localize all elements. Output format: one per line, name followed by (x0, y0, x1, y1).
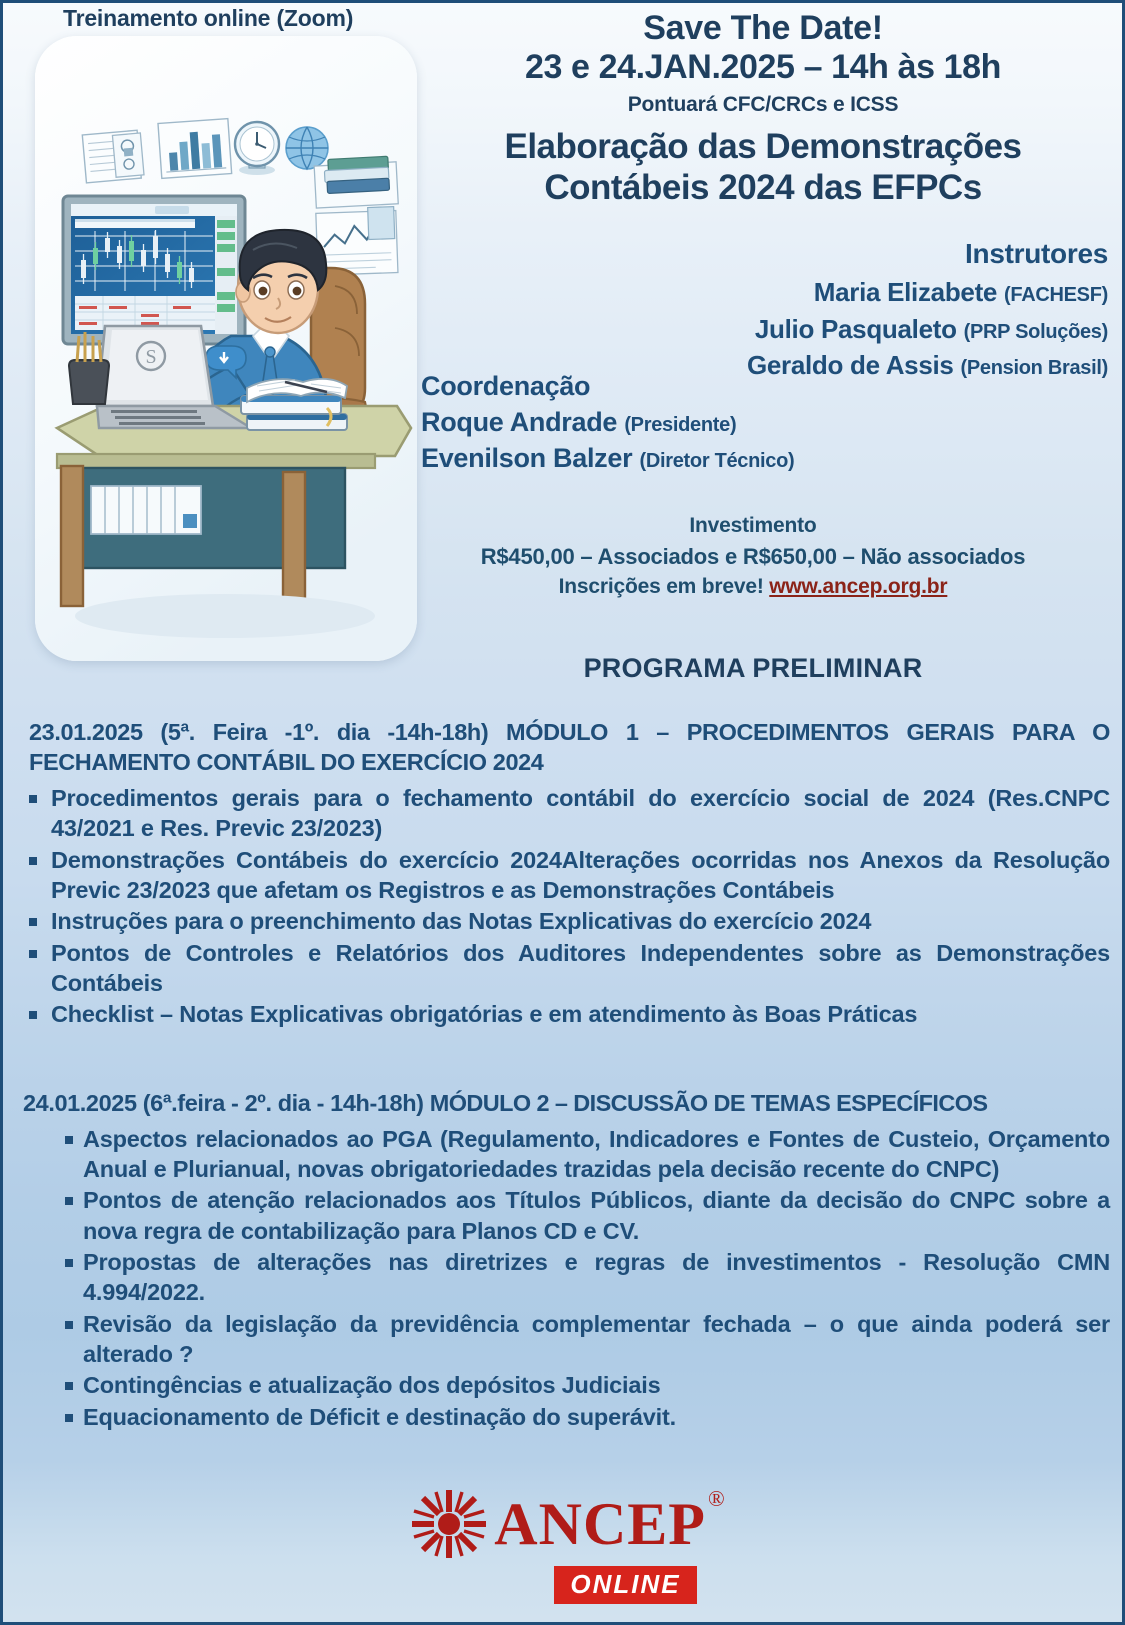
program-section-title: PROGRAMA PRELIMINAR (583, 653, 923, 683)
coordinator-role: (Presidente) (624, 413, 737, 436)
instructor-org: (Pension Brasil) (960, 357, 1108, 380)
coordinator-row (421, 441, 794, 477)
module2-heading-mid: (6ª.feira - 2º. dia - 14h-18h) (136, 1089, 430, 1116)
accreditation-note: Pontuará CFC/CRCs e ICSS (627, 92, 899, 116)
coordinator-name: Roque Andrade (421, 406, 618, 437)
coordination-heading: Coordenação (421, 371, 591, 401)
module2-section (21, 1088, 1110, 1432)
logo-row (406, 1484, 724, 1564)
list-item: Equacionamento de Déficit e destinação do superávit. (53, 1402, 1110, 1432)
online-badge: ONLINE (554, 1566, 696, 1604)
coordinator-role: (Diretor Técnico) (639, 449, 795, 472)
event-title-line1: Elaboração das Demonstrações (504, 127, 1022, 167)
logo-wordmark: ANCEP (494, 1491, 706, 1557)
list-item: Demonstrações Contábeis do exercício 2024Alterações ocorridas nos Anexos da Resolução Previc 23/2023 que afetam os Registros e as Demonstrações Contábeis (21, 845, 1110, 906)
headline-block (423, 9, 1103, 209)
instructor-row (408, 275, 1108, 310)
module1-heading-rest: (5ª. Feira -1º. dia -14h-18h) MÓDULO 1 – PROCEDIMENTOS GERAIS PARA O FECHAMENTO CONTÁBIL DO EXERCÍCIO 2024 (29, 719, 1110, 776)
investment-block (423, 511, 1083, 602)
instructor-org: (FACHESF) (1004, 283, 1108, 306)
registered-trademark-icon: ® (707, 1486, 725, 1511)
svg-text:S: S (145, 346, 157, 368)
registration-prefix: Inscrições em breve! (558, 575, 764, 599)
module1-heading-date: 23.01.2025 (29, 719, 143, 745)
investment-label: Investimento (689, 514, 817, 537)
ancep-logo (3, 1484, 1125, 1604)
investment-prices: R$450,00 – Associados e R$650,00 – Não associados (480, 544, 1026, 570)
event-date-time: 23 e 24.JAN.2025 – 14h às 18h (524, 48, 1002, 87)
instructor-name: Geraldo de Assis (746, 350, 954, 381)
program-body (3, 717, 1125, 1433)
list-item: Procedimentos gerais para o fechamento contábil do exercício social de 2024 (Res.CNPC 43/2021 e Res. Previc 23/2023) (21, 783, 1110, 844)
list-item: Aspectos relacionados ao PGA (Regulamento, Indicadores e Fontes de Custeio, Orçamento Anual e Plurianual, novas obrigatoriedades trazidas pela decisão recente do CNPC) (53, 1124, 1110, 1185)
list-item: Instruções para o preenchimento das Notas Explicativas do exercício 2024 (21, 906, 1110, 936)
coordination-block (421, 369, 794, 476)
instructor-name: Julio Pasqualeto (754, 313, 957, 344)
list-item: Checklist – Notas Explicativas obrigatórias e em atendimento às Boas Práticas (21, 999, 1110, 1029)
instructors-block (408, 235, 1108, 383)
instructor-name: Maria Elizabete (813, 276, 998, 307)
coordinator-row (421, 405, 794, 441)
list-item: Contingências e atualização dos depósitos Judiciais (53, 1370, 1110, 1400)
module2-heading-module: MÓDULO 2 – DISCUSSÃO DE TEMAS ESPECÍFICOS (429, 1089, 988, 1116)
list-item: Propostas de alterações nas diretrizes e regras de investimentos - Resolução CMN 4.994/2022. (53, 1247, 1110, 1308)
save-the-date-text: Save The Date! (643, 9, 883, 47)
list-item: Revisão da legislação da previdência complementar fechada – o que ainda poderá ser alterado ? (53, 1309, 1110, 1370)
module1-topic-list (21, 783, 1110, 1030)
instructors-heading: Instrutores (965, 238, 1108, 269)
module2-heading (21, 1088, 1110, 1118)
training-mode-label: Treinamento online (Zoom) (63, 5, 354, 31)
instructor-row (408, 312, 1108, 347)
ancep-starburst-icon (406, 1484, 492, 1564)
ancep-website-link[interactable]: www.ancep.org.br (769, 575, 948, 599)
module2-topic-list (21, 1124, 1110, 1432)
module2-heading-date: 24.01.2025 (23, 1089, 137, 1116)
coordinator-name: Evenilson Balzer (421, 442, 633, 473)
illustration-card (35, 36, 417, 661)
list-item: Pontos de atenção relacionados aos Títulos Públicos, diante da decisão do CNPC sobre a nova regra de contabilização para Planos CD e CV. (53, 1185, 1110, 1246)
instructor-org: (PRP Soluções) (963, 320, 1108, 343)
registration-line (423, 572, 1083, 602)
event-title-line2: Contábeis 2024 das EFPCs (544, 167, 982, 207)
accountant-at-desk-illustration (35, 36, 417, 661)
list-item: Pontos de Controles e Relatórios dos Auditores Independentes sobre as Demonstrações Contábeis (21, 938, 1110, 999)
module1-heading (21, 717, 1110, 777)
